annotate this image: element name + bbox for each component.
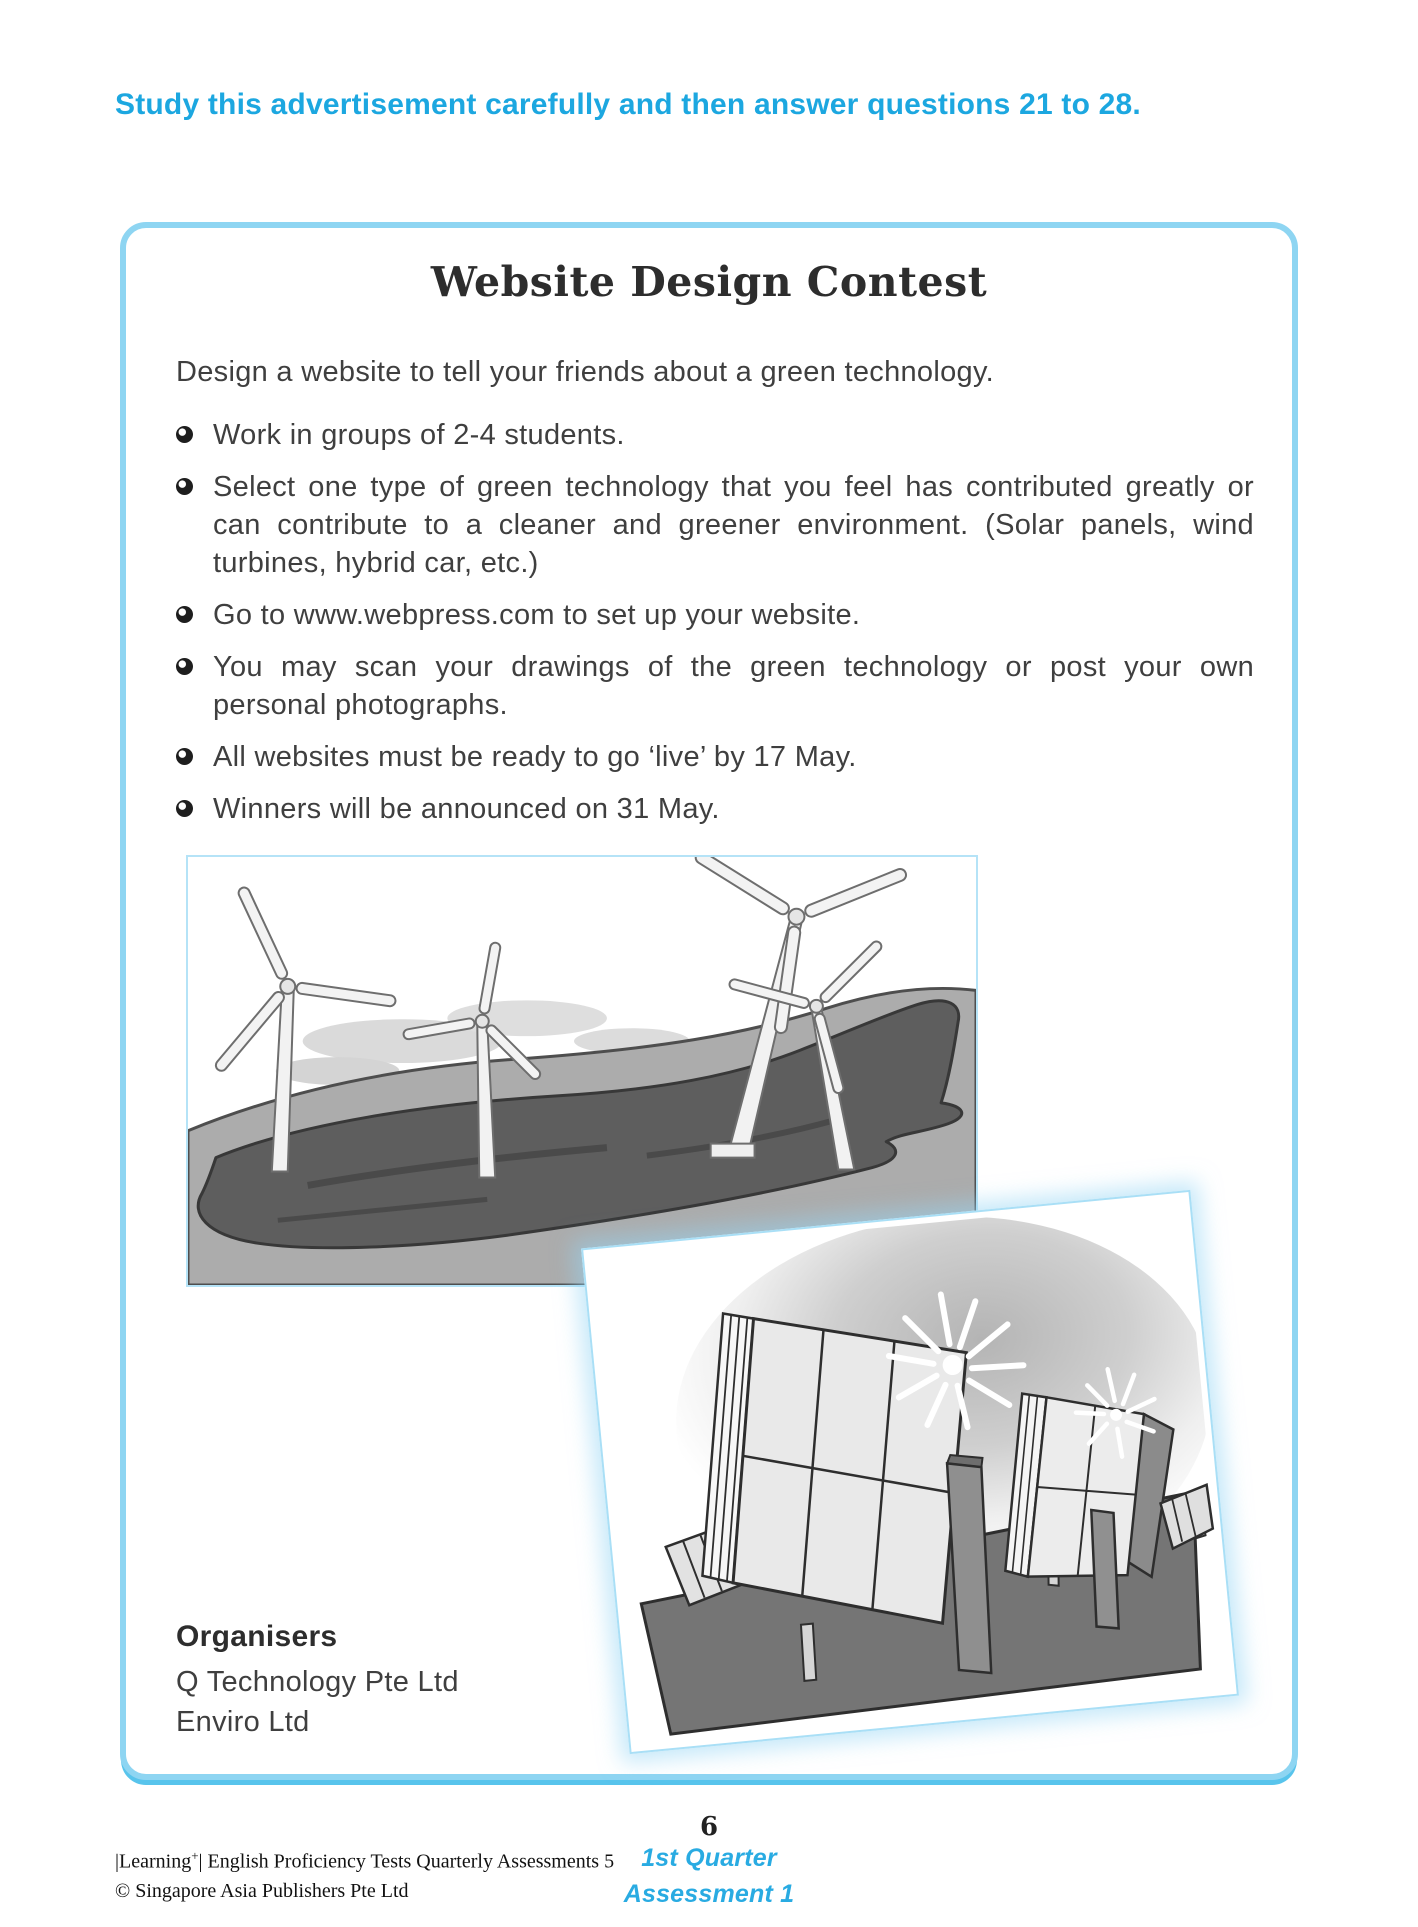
solar-panels-illustration (590, 1199, 1230, 1746)
swirl-dot-bullet-icon (176, 800, 193, 817)
quarter-label: 1st Quarter (641, 1844, 777, 1872)
bullet-text: You may scan your drawings of the green technology or post your own personal photographs. (213, 651, 1254, 721)
organiser-name: Q Technology Pte Ltd (176, 1666, 459, 1698)
advert-title: Website Design Contest (430, 258, 988, 306)
swirl-dot-bullet-icon (176, 478, 193, 495)
bullet-text: All websites must be ready to go ‘live’ by 17 May. (213, 741, 857, 773)
advert-intro: Design a website to tell your friends about a green technology. (176, 356, 994, 388)
page-number: 6 (699, 1812, 719, 1842)
bullet-item (176, 738, 1254, 776)
bullet-item (176, 790, 1254, 828)
swirl-dot-bullet-icon (176, 426, 193, 443)
assessment-label: Assessment 1 (623, 1880, 795, 1908)
solar-panels-image (581, 1190, 1239, 1754)
advertisement-box (120, 222, 1298, 1780)
swirl-dot-bullet-icon (176, 606, 193, 623)
organisers-heading: Organisers (176, 1620, 338, 1653)
bullet-item (176, 596, 1254, 634)
bullet-item (176, 468, 1254, 582)
imprint-rest: | English Proficiency Tests Quarterly Assessments 5 (198, 1850, 615, 1873)
imprint-sup: + (191, 1848, 199, 1863)
bullet-item (176, 648, 1254, 724)
organiser-name: Enviro Ltd (176, 1706, 310, 1738)
bullet-text: Winners will be announced on 31 May. (213, 793, 720, 825)
advert-bullet-list (176, 416, 1254, 842)
imprint-line-1 (115, 1848, 614, 1874)
section-instruction: Study this advertisement carefully and then answer questions 21 to 28. (115, 88, 1141, 121)
imprint-line-2: © Singapore Asia Publishers Pte Ltd (115, 1880, 409, 1902)
bullet-text: Work in groups of 2-4 students. (213, 419, 625, 451)
bullet-item (176, 416, 1254, 454)
imprint-brand: |Learning (115, 1850, 192, 1873)
bullet-text: Select one type of green technology that you feel has contributed greatly or can contribute to a cleaner and greener environment. (Solar panels, wind turbines, hybrid car, etc.) (213, 471, 1254, 579)
swirl-dot-bullet-icon (176, 658, 193, 675)
swirl-dot-bullet-icon (176, 748, 193, 765)
bullet-text: Go to www.webpress.com to set up your website. (213, 599, 861, 631)
